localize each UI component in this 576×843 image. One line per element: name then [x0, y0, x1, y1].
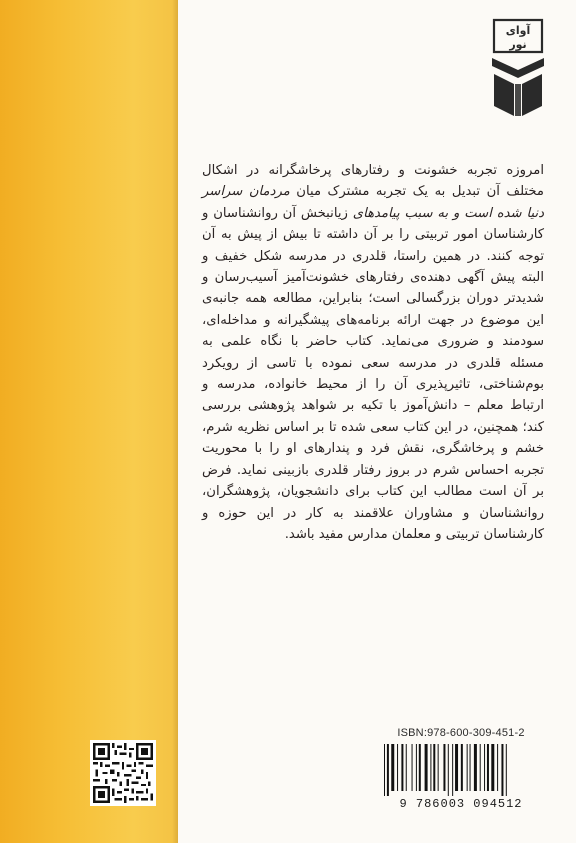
barcode-bar	[474, 744, 477, 791]
barcode-bar	[416, 744, 417, 791]
barcode-bar	[384, 744, 385, 796]
barcode-bar	[425, 744, 428, 791]
barcode-bar	[443, 744, 445, 791]
barcode-bar	[506, 744, 507, 796]
barcode-bar	[433, 744, 435, 791]
barcode-bar	[501, 744, 503, 796]
isbn-label: ISBN:978-600-309-451-2	[397, 727, 525, 739]
barcode-bar	[387, 744, 389, 796]
barcode-bar	[467, 744, 468, 791]
barcode-bar	[419, 744, 421, 791]
logo-text-line2: نور	[509, 38, 527, 51]
isbn-barcode	[380, 744, 542, 796]
barcode-bar	[391, 744, 394, 791]
barcode-bar	[406, 744, 407, 791]
barcode-bar	[497, 744, 498, 791]
blurb-part1: امروزه تجربه خشونت و رفتارهای پرخاشگرانه در اشکال مختلف آن تبدیل به یک تجربه مشترک میان	[202, 163, 544, 200]
publisher-logo	[486, 12, 550, 120]
barcode-digits: 9 786003 094512	[399, 797, 523, 811]
barcode-bar	[470, 744, 471, 791]
barcode-bar	[448, 744, 449, 796]
barcode-bar	[430, 744, 431, 791]
blurb-part3: زیانبخش آن روانشناسان و کارشناسان امور تربیتی را بر آن داشته تا بیش از پیش به آن توجه کنند. در همین راستا، قلدری در مدرسه شکل خفیف و البته پیش آگهی دهنده‌ی رفتارهای خشونت‌آمیز آسیب‌رسان و شدیدتر دوران بزرگسالی است؛ بنابراین، مطالعه همه جانبه‌ی این موضوع در جهت ارائه برنامه‌های پیشگیرانه و مداخله‌ای، سودمند و ضروری می‌نماید. کتاب حاضر با نگاه علمی به مسئله قلدری در مدرسه سعی نموده با تاسی از رویکرد بوم‌شناختی، تاثیرپذیری آن را از محیط خانواده، مدرسه و ارتباط معلم – دانش‌آموز با تکیه بر شواهد پژوهشی بررسی کند؛ همچنین، در این کتاب سعی شده تا بر اساس نظریه شرم، خشم و پرخاشگری، نقش فرد و پندارهای او را با محوریت تجربه احساس شرم در بروز رفتار قلدری بازبینی نماید. فرض بر آن است مطالب این کتاب برای دانشجویان، پژوهشگران، روانشناسان و مشاوران علاقمند به کار در این حوزه و کارشناسان تربیتی و معلمان مدارس مفید باشد.	[202, 205, 544, 542]
barcode-bar	[484, 744, 485, 791]
barcode-bar	[487, 744, 489, 791]
qr-code	[90, 740, 156, 806]
barcode-bar	[491, 744, 494, 791]
barcode-bar	[480, 744, 481, 791]
barcode-bar	[455, 744, 458, 791]
blurb-emphasis: مردمان سراسر دنیا شده است و به سبب پیامدهای	[202, 184, 544, 221]
book-spine	[0, 0, 178, 843]
barcode-bar	[397, 744, 398, 791]
logo-text-line1: آوای	[505, 24, 531, 37]
barcode-bar	[401, 744, 403, 791]
barcode-bar	[412, 744, 413, 791]
barcode-bar	[438, 744, 439, 791]
back-cover-blurb	[202, 160, 544, 545]
barcode-bar	[452, 744, 453, 796]
barcode-bar	[461, 744, 463, 791]
